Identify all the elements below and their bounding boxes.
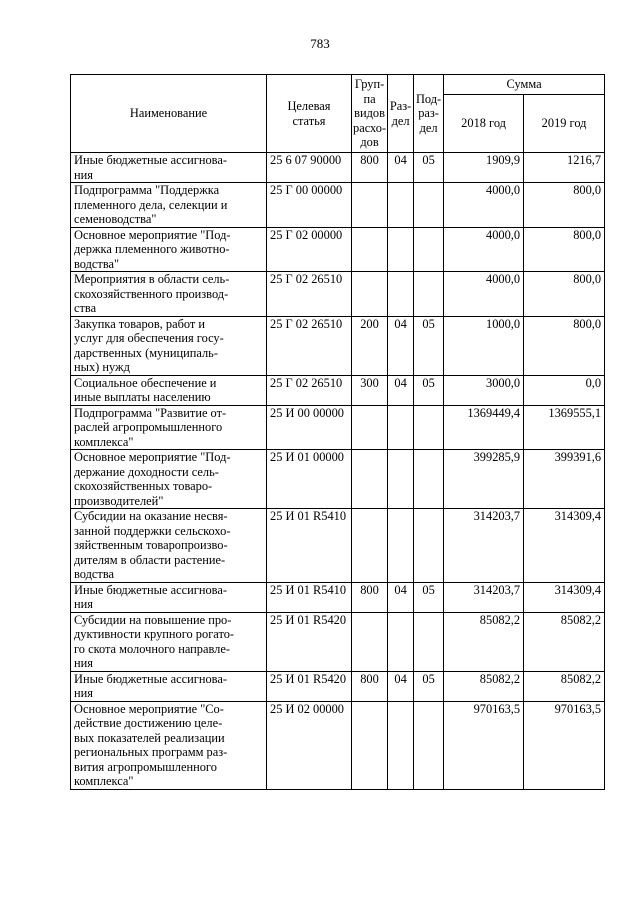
row-amount-2019: 0,0: [524, 375, 605, 405]
table-row: [71, 582, 605, 612]
row-section: [388, 450, 414, 509]
row-name: Мероприятия в области сель- скохозяйственного производ- ства: [71, 272, 267, 317]
row-name: Субсидии на оказание несвя- занной поддержки сельскохо- зяйственным товаропроизво- дителям в области растение- водства: [71, 509, 267, 583]
row-amount-2018: 85082,2: [444, 671, 524, 701]
row-target-code: 25 Г 02 26510: [267, 316, 352, 375]
row-subsection: 05: [414, 671, 444, 701]
row-section: 04: [388, 153, 414, 183]
header-year-2019: 2019 год: [524, 95, 605, 153]
table-row: [71, 375, 605, 405]
row-amount-2019: 1216,7: [524, 153, 605, 183]
row-section: [388, 509, 414, 583]
header-sum: Сумма: [444, 75, 605, 95]
row-amount-2019: 314309,4: [524, 582, 605, 612]
row-section: 04: [388, 316, 414, 375]
row-subsection: [414, 450, 444, 509]
table-row: [71, 316, 605, 375]
row-amount-2019: 800,0: [524, 227, 605, 272]
row-amount-2018: 970163,5: [444, 701, 524, 789]
row-group: 800: [352, 582, 388, 612]
row-amount-2018: 85082,2: [444, 612, 524, 671]
row-amount-2019: 800,0: [524, 272, 605, 317]
row-name: Социальное обеспечение и иные выплаты населению: [71, 375, 267, 405]
table-row: [71, 153, 605, 183]
row-amount-2019: 970163,5: [524, 701, 605, 789]
row-subsection: [414, 509, 444, 583]
row-group: [352, 450, 388, 509]
row-amount-2018: 4000,0: [444, 183, 524, 228]
row-amount-2018: 1909,9: [444, 153, 524, 183]
row-group: 200: [352, 316, 388, 375]
row-group: [352, 405, 388, 450]
header-group: Груп- па видов расхо- дов: [352, 75, 388, 153]
table-row: [71, 272, 605, 317]
row-group: [352, 612, 388, 671]
row-section: [388, 612, 414, 671]
row-group: [352, 183, 388, 228]
row-amount-2019: 314309,4: [524, 509, 605, 583]
row-amount-2019: 1369555,1: [524, 405, 605, 450]
row-section: [388, 183, 414, 228]
row-section: 04: [388, 375, 414, 405]
row-name: Подпрограмма "Поддержка племенного дела, селекции и семеноводства": [71, 183, 267, 228]
row-amount-2018: 314203,7: [444, 509, 524, 583]
row-name: Иные бюджетные ассигнова- ния: [71, 153, 267, 183]
row-amount-2018: 4000,0: [444, 272, 524, 317]
row-name: Основное мероприятие "Со- действие достижению целе- вых показателей реализации региональных программ раз- вития агропромышленного комплекса": [71, 701, 267, 789]
row-group: 300: [352, 375, 388, 405]
row-group: 800: [352, 671, 388, 701]
table-row: [71, 405, 605, 450]
row-target-code: 25 И 01 R5410: [267, 582, 352, 612]
row-subsection: [414, 227, 444, 272]
row-amount-2018: 1369449,4: [444, 405, 524, 450]
header-target: Целевая статья: [267, 75, 352, 153]
row-subsection: [414, 701, 444, 789]
row-subsection: 05: [414, 153, 444, 183]
row-name: Основное мероприятие "Под- держка племенного животно- водства": [71, 227, 267, 272]
row-amount-2018: 314203,7: [444, 582, 524, 612]
row-group: [352, 701, 388, 789]
row-subsection: 05: [414, 582, 444, 612]
row-name: Подпрограмма "Развитие от- раслей агропромышленного комплекса": [71, 405, 267, 450]
row-amount-2019: 85082,2: [524, 612, 605, 671]
row-group: [352, 272, 388, 317]
row-name: Субсидии на повышение про- дуктивности крупного рогато- го скота молочного направле- ния: [71, 612, 267, 671]
row-amount-2019: 800,0: [524, 183, 605, 228]
row-amount-2018: 3000,0: [444, 375, 524, 405]
table-row: [71, 183, 605, 228]
table-row: [71, 227, 605, 272]
row-section: [388, 701, 414, 789]
row-amount-2018: 4000,0: [444, 227, 524, 272]
row-target-code: 25 Г 02 26510: [267, 375, 352, 405]
row-target-code: 25 И 01 R5410: [267, 509, 352, 583]
row-section: 04: [388, 671, 414, 701]
row-target-code: 25 И 01 R5420: [267, 671, 352, 701]
table-row: [71, 671, 605, 701]
table-row: [71, 450, 605, 509]
row-section: [388, 405, 414, 450]
row-name: Иные бюджетные ассигнова- ния: [71, 582, 267, 612]
row-group: [352, 227, 388, 272]
row-target-code: 25 Г 02 26510: [267, 272, 352, 317]
row-amount-2018: 1000,0: [444, 316, 524, 375]
row-section: [388, 272, 414, 317]
row-target-code: 25 И 02 00000: [267, 701, 352, 789]
row-group: 800: [352, 153, 388, 183]
row-subsection: 05: [414, 316, 444, 375]
row-target-code: 25 И 01 00000: [267, 450, 352, 509]
row-subsection: [414, 612, 444, 671]
page-number: 783: [310, 36, 330, 51]
header-name: Наименование: [71, 75, 267, 153]
row-subsection: [414, 272, 444, 317]
row-target-code: 25 И 00 00000: [267, 405, 352, 450]
row-amount-2019: 800,0: [524, 316, 605, 375]
table-header: [71, 75, 605, 153]
row-name: Основное мероприятие "Под- держание доходности сель- скохозяйственных товаро- производителей": [71, 450, 267, 509]
row-name: Закупка товаров, работ и услуг для обеспечения госу- дарственных (муниципаль- ных) нужд: [71, 316, 267, 375]
header-subsection: Под- раз- дел: [414, 75, 444, 153]
row-target-code: 25 Г 02 00000: [267, 227, 352, 272]
row-subsection: [414, 183, 444, 228]
header-year-2018: 2018 год: [444, 95, 524, 153]
table-body: [71, 153, 605, 790]
row-target-code: 25 И 01 R5420: [267, 612, 352, 671]
row-subsection: [414, 405, 444, 450]
row-target-code: 25 Г 00 00000: [267, 183, 352, 228]
row-section: 04: [388, 582, 414, 612]
table-row: [71, 612, 605, 671]
row-amount-2018: 399285,9: [444, 450, 524, 509]
row-group: [352, 509, 388, 583]
row-amount-2019: 399391,6: [524, 450, 605, 509]
table-row: [71, 701, 605, 789]
row-section: [388, 227, 414, 272]
row-name: Иные бюджетные ассигнова- ния: [71, 671, 267, 701]
row-amount-2019: 85082,2: [524, 671, 605, 701]
header-section: Раз- дел: [388, 75, 414, 153]
row-target-code: 25 6 07 90000: [267, 153, 352, 183]
table-row: [71, 509, 605, 583]
budget-table: [70, 74, 605, 790]
row-subsection: 05: [414, 375, 444, 405]
